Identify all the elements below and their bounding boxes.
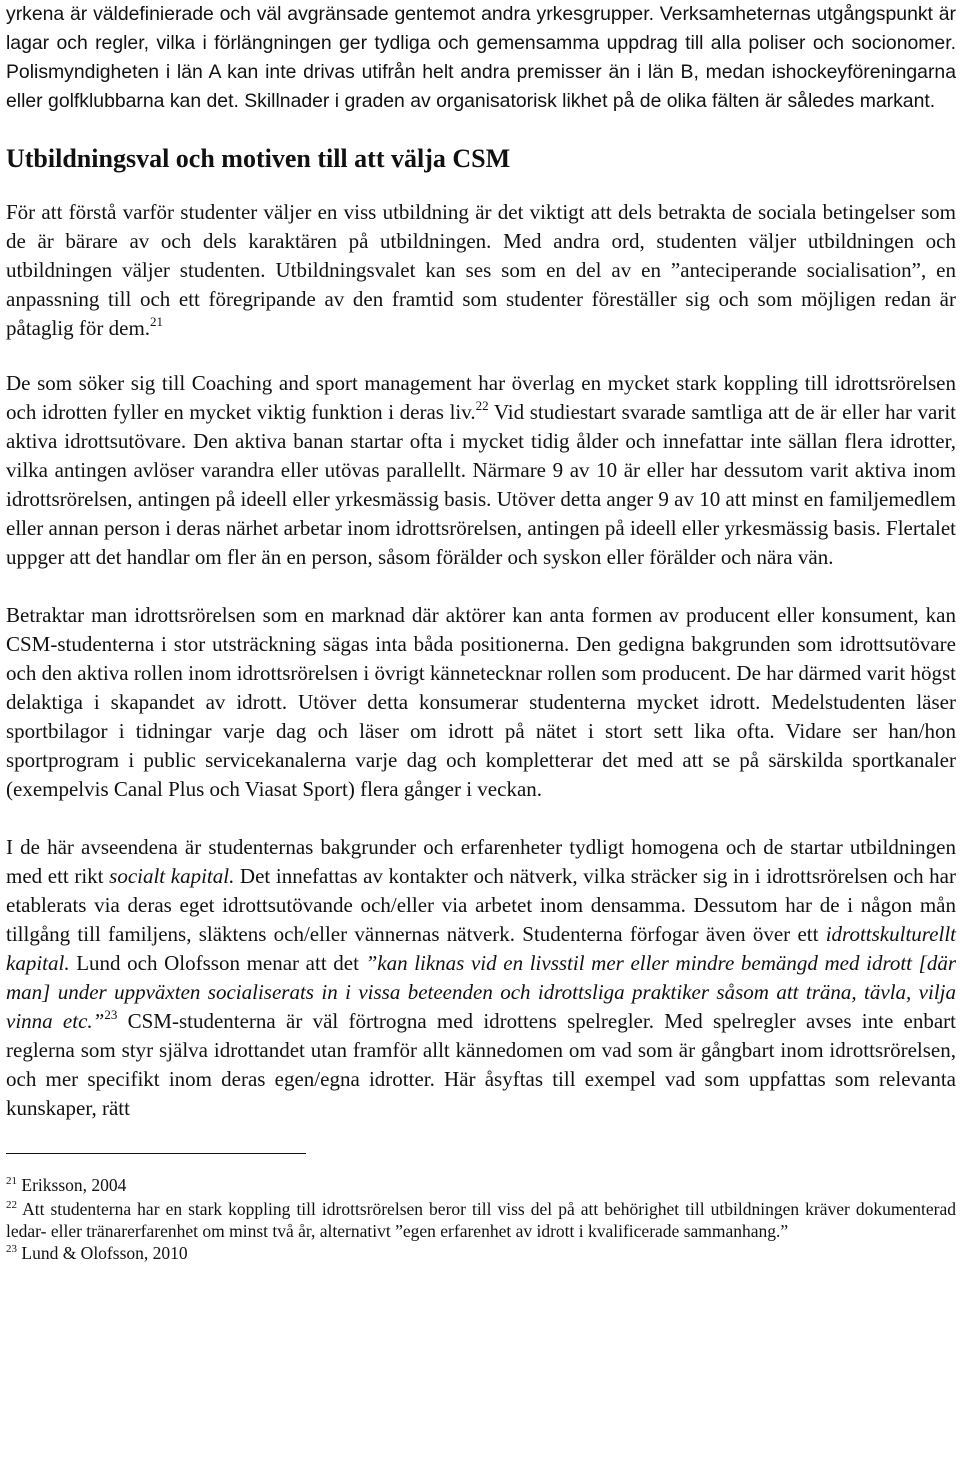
paragraph-1 [6,198,956,343]
footnote-text: Eriksson, 2004 [21,1175,127,1195]
footnote-23 [6,1242,956,1264]
footnote-ref-21[interactable]: 21 [150,314,164,329]
paragraph-4-text-3: Lund och Olofsson menar att det [69,951,366,975]
footnote-number: 23 [6,1243,17,1255]
footnote-number: 22 [6,1199,17,1211]
footnote-ref-23[interactable]: 23 [104,1007,118,1022]
paragraph-4-text-1: I de här avseendena är studenternas bakgrunder och erfarenheter tydligt homogena och de startar utbildningen med ett rikt [6,835,956,888]
paragraph-4-italic-2: idrottskulturellt kapital. [6,922,956,975]
paragraph-4-italic-1: socialt kapital. [109,864,235,888]
footnote-ref-22[interactable]: 22 [475,398,489,413]
footnote-text: Lund & Olofsson, 2010 [21,1243,188,1263]
footnote-text: Att studenterna har en stark koppling till idrottsrörelsen beror till viss del på att behörighet till utbildningen kräver dokumenterad ledar- eller tränarerfarenhet om minst två år, alternativt ”egen erfarenhet av idrott i kvalificerade sammanhang.” [6,1199,956,1241]
paragraph-4-text-2: Det innefattas av kontakter och nätverk, vilka sträcker sig in i idrottsrörelsen och har etablerats via deras eget idrottsutövande och/eller via arbetet inom densamma. Dessutom har de i någon mån tillgång till familjens, släktens och/eller vännernas nätverk. Studenterna förfogar även över ett [6,864,956,946]
paragraph-4-quote: ”kan liknas vid en livsstil mer eller mindre bemängd med idrott [där man] under uppväxten socialiserats in i vissa beteenden och idrottsliga praktiker såsom att träna, tävla, vilja vinna etc.” [6,951,956,1033]
paragraph-2 [6,369,956,572]
paragraph-2-text-2: Vid studiestart svarade samtliga att de är eller har varit aktiva idrottsutövare. Den aktiva banan startar ofta i mycket tidig ålder och innefattar inte sällan flera idrotter, vilka antingen avlöser varandra eller utövas parallellt. Närmare 9 av 10 är eller har dessutom varit aktiva inom idrottsrörelsen, antingen på ideell eller yrkesmässig basis. Utöver detta anger 9 av 10 att minst en familjemedlem eller annan person i deras närhet arbetar inom idrottsrörelsen, antingen på ideell eller yrkesmässig basis. Flertalet uppger att det handlar om fler än en person, såsom förälder och syskon eller förälder och nära vän. [6,400,956,569]
section-heading: Utbildningsval och motiven till att välja CSM [6,144,511,173]
paragraph-2-text-1: De som söker sig till Coaching and sport management har överlag en mycket stark koppling till idrottsrörelsen och idrotten fyller en mycket viktig funktion i deras liv. [6,371,956,424]
footnote-21 [6,1174,956,1196]
intro-text-a: yrkena är väldefinierade och väl avgränsade gentemot andra yrkesgrupper. Verksamheternas utgångspunkt är lagar och regler, vilka i förlängningen ger tydliga och gemensamma uppdrag till alla poliser och socionomer. [6,3,956,54]
paragraph-1-text: För att förstå varför studenter väljer en viss utbildning är det viktigt att dels betrakta de sociala betingelser som de är bärare av och dels karaktären på utbildningen. Med andra ord, studenten väljer utbildningen och utbildningen väljer studenten. [6,200,956,282]
intro-paragraph [6,0,956,116]
paragraph-1-text-2: Utbildningsvalet kan ses som en del av en ”anteciperande socialisation”, en anpassning till och ett föregripande av den framtid som studenter föreställer sig och som möjligen redan är påtaglig för dem. [6,258,956,340]
paragraph-4 [6,833,956,1123]
footnote-22 [6,1198,956,1242]
footnote-number: 21 [6,1175,17,1187]
intro-text-b: Polismyndigheten i län A kan inte drivas utifrån helt andra premisser än i län B, medan ishockeyföreningarna eller golfklubbarna kan det. Skillnader i graden av organisatorisk likhet på de olika fälten är således markant. [6,61,956,112]
paragraph-3-text: Betraktar man idrottsrörelsen som en marknad där aktörer kan anta formen av producent eller konsument, kan CSM-studenterna i stor utsträckning sägas inta båda positionerna. Den gedigna bakgrunden som idrottsutövare och den aktiva rollen inom idrottsrörelsen i övrigt kännetecknar rollen som producent. De har därmed varit högst delaktiga i skapandet av idrott. Utöver detta konsumerar studenterna mycket idrott. Medelstudenten läser sportbilagor i tidningar varje dag och läser om idrott på nätet i stort sett lika ofta. Vidare ser han/hon sportprogram i public servicekanalerna varje dag och kompletterar det med att se på särskilda sportkanaler (exempelvis Canal Plus och Viasat Sport) flera gånger i veckan. [6,603,956,801]
footnote-divider [6,1153,306,1154]
paragraph-4-text-4: CSM-studenterna är väl förtrogna med idrottens spelregler. Med spelregler avses inte enbart reglerna som styr själva idrottandet utan framför allt kännedomen om vad som är gångbart inom idrottsrörelsen, och mer specifikt inom deras egen/egna idrotter. Här åsyftas till exempel vad som uppfattas som relevanta kunskaper, rätt [6,1009,956,1120]
document-page [6,0,956,1264]
footnotes [6,1174,956,1264]
paragraph-3 [6,601,956,804]
